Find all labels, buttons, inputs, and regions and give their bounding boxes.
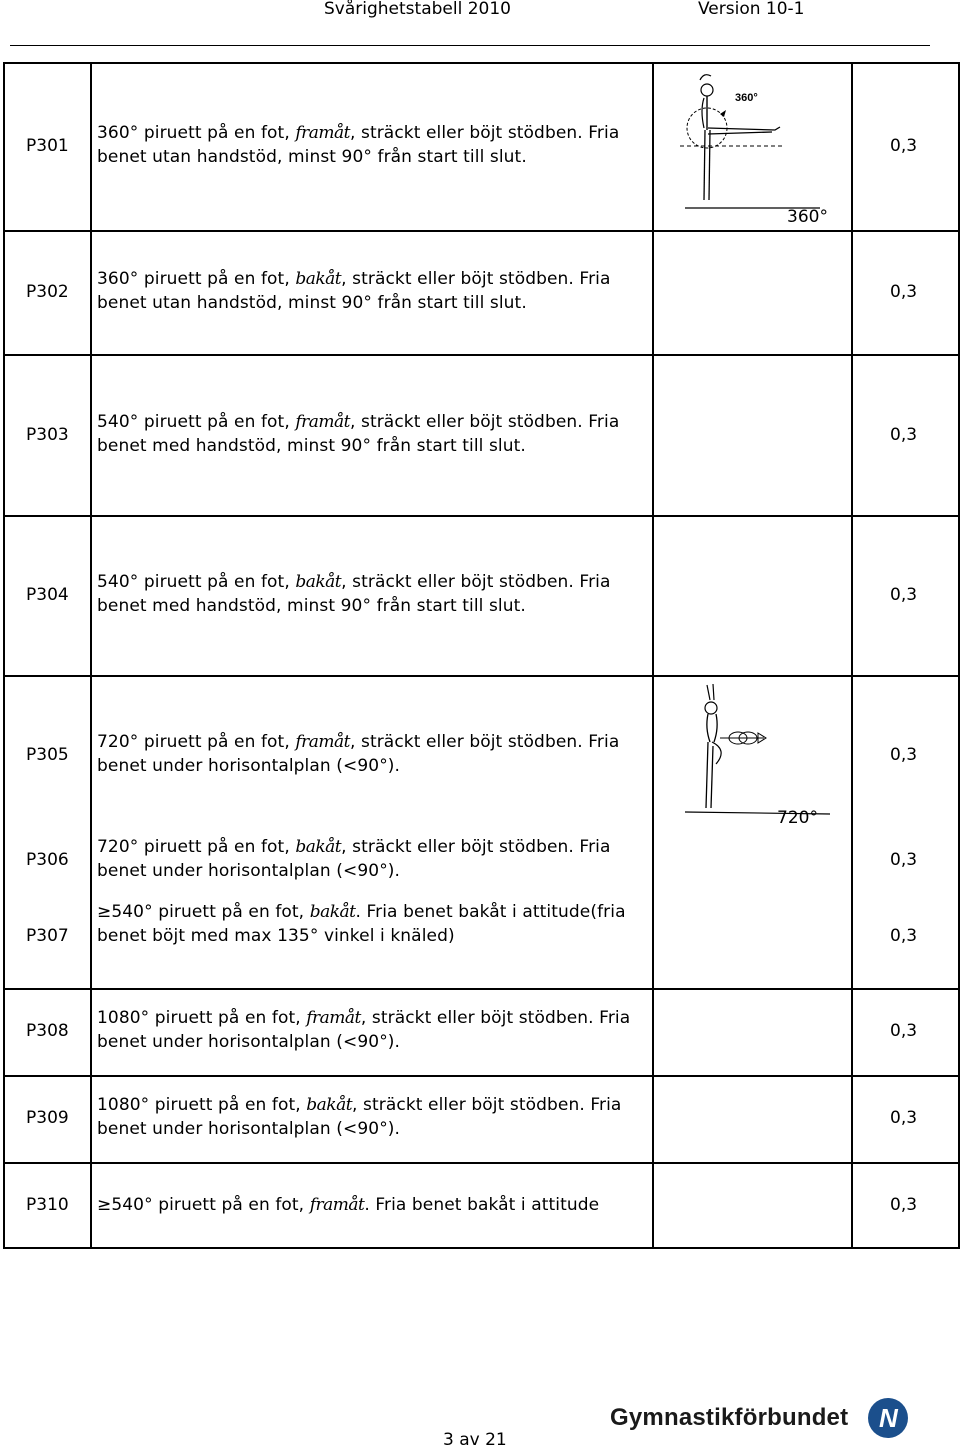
- element-code: P305: [26, 745, 69, 765]
- difficulty-value: 0,3: [890, 1108, 918, 1128]
- element-description: 360° piruett på en fot, bakåt, sträckt eller böjt stödben. Fria benet utan handstöd, minst 90° från start till slut.: [97, 269, 611, 313]
- header-rule: [10, 45, 930, 46]
- element-description: ≥540° piruett på en fot, framåt. Fria benet bakåt i attitude: [97, 1195, 600, 1215]
- row-rule: [3, 1162, 960, 1164]
- element-description: 360° piruett på en fot, framåt, sträckt eller böjt stödben. Fria benet utan handstöd, minst 90° från start till slut.: [97, 123, 620, 167]
- logo-wordmark: Gymnastikförbundet: [610, 1404, 849, 1431]
- element-code: P309: [26, 1108, 69, 1128]
- dancer-illustration: [680, 680, 840, 820]
- difficulty-value: 0,3: [890, 282, 918, 302]
- pirouette-360-figure: [680, 70, 830, 230]
- difficulty-value: 0,3: [890, 926, 918, 946]
- row-rule: [3, 1247, 960, 1249]
- document-version: Version 10-1: [698, 0, 805, 19]
- difficulty-value: 0,3: [890, 745, 918, 765]
- table-border-left: [3, 62, 5, 1249]
- difficulty-value: 0,3: [890, 1021, 918, 1041]
- logo-mark-icon: N: [868, 1398, 908, 1438]
- element-description: ≥540° piruett på en fot, bakåt. Fria benet bakåt i attitude(fria benet böjt med max 135° vinkel i knäled): [97, 902, 626, 946]
- element-code: P303: [26, 425, 69, 445]
- document-title: Svårighetstabell 2010: [324, 0, 511, 19]
- element-description: 540° piruett på en fot, framåt, sträckt eller böjt stödben. Fria benet med handstöd, minst 90° från start till slut.: [97, 412, 620, 456]
- element-code: P304: [26, 585, 69, 605]
- rotation-label-small: 360°: [735, 92, 758, 104]
- row-rule: [3, 354, 960, 356]
- element-code: P308: [26, 1021, 69, 1041]
- difficulty-value: 0,3: [890, 850, 918, 870]
- element-description: 720° piruett på en fot, framåt, sträckt eller böjt stödben. Fria benet under horisontalplan (<90°).: [97, 732, 620, 776]
- row-rule: [3, 988, 960, 990]
- element-description: 720° piruett på en fot, bakåt, sträckt eller böjt stödben. Fria benet under horisontalplan (<90°).: [97, 837, 611, 881]
- element-code: P307: [26, 926, 69, 946]
- row-rule: [3, 675, 960, 677]
- table-border-col1: [90, 62, 92, 1249]
- element-code: P302: [26, 282, 69, 302]
- element-code: P306: [26, 850, 69, 870]
- difficulty-value: 0,3: [890, 425, 918, 445]
- rotation-label: 720°: [777, 808, 818, 828]
- table-border-col3: [851, 62, 853, 1249]
- gymnastikforbundet-logo: [610, 1398, 910, 1442]
- table-border-right: [958, 62, 960, 1249]
- pirouette-720-figure: [680, 680, 840, 830]
- element-description: 1080° piruett på en fot, bakåt, sträckt eller böjt stödben. Fria benet under horisontalplan (<90°).: [97, 1095, 622, 1139]
- row-rule: [3, 515, 960, 517]
- row-rule: [3, 230, 960, 232]
- page-number: 3 av 21: [443, 1430, 507, 1450]
- element-code: P301: [26, 136, 69, 156]
- difficulty-value: 0,3: [890, 136, 918, 156]
- row-rule: [3, 1075, 960, 1077]
- element-code: P310: [26, 1195, 69, 1215]
- rotation-label: 360°: [787, 207, 828, 227]
- difficulty-value: 0,3: [890, 1195, 918, 1215]
- table-border-col2: [652, 62, 654, 1249]
- row-rule: [3, 62, 960, 64]
- difficulty-value: 0,3: [890, 585, 918, 605]
- element-description: 540° piruett på en fot, bakåt, sträckt eller böjt stödben. Fria benet med handstöd, minst 90° från start till slut.: [97, 572, 611, 616]
- page-header: [0, 0, 960, 46]
- element-description: 1080° piruett på en fot, framåt, sträckt eller böjt stödben. Fria benet under horisontalplan (<90°).: [97, 1008, 631, 1052]
